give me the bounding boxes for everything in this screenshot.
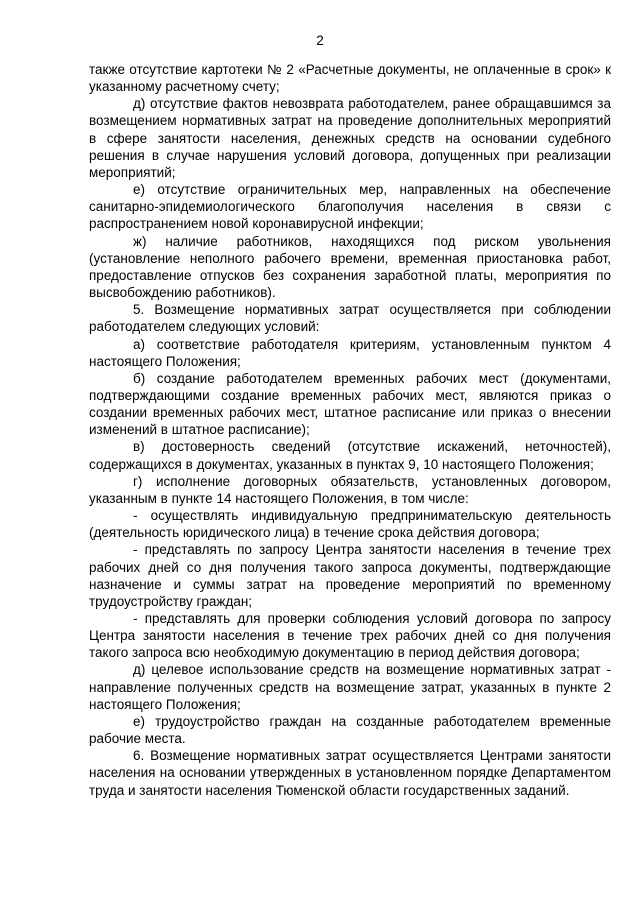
paragraph: 5. Возмещение нормативных затрат осуществляется при соблюдении работодателем следующих условий:: [89, 302, 611, 335]
document-body: [89, 61, 611, 799]
paragraph: - представлять для проверки соблюдения условий договора по запросу Центра занятости населения в течение трех рабочих дней со дня получения такого запроса всю необходимую документацию в период действия договора;: [89, 611, 611, 661]
paragraph: б) создание работодателем временных рабочих мест (документами, подтверждающими создание временных рабочих мест, являются приказ о создании временных рабочих мест, штатное расписание или приказ о внесении изменений в штатное расписание);: [89, 370, 611, 438]
paragraph: в) достоверность сведений (отсутствие искажений, неточностей), содержащихся в документах, указанных в пунктах 9, 10 настоящего Положения;: [89, 439, 611, 472]
paragraph: - осуществлять индивидуальную предпринимательскую деятельность (деятельность юридического лица) в течение срока действия договора;: [89, 508, 611, 541]
paragraph: д) отсутствие фактов невозврата работодателем, ранее обращавшимся за возмещением нормативных затрат на проведение дополнительных мероприятий в сфере занятости населения, денежных средств на основании судебного решения в случае нарушения условий договора, допущенных при реализации мероприятий;: [89, 96, 611, 180]
paragraph: г) исполнение договорных обязательств, установленных договором, указанным в пункте 14 настоящего Положения, в том числе:: [89, 473, 611, 506]
paragraph: ж) наличие работников, находящихся под риском увольнения (установление неполного рабочего времени, временная приостановка работ, предоставление отпусков без сохранения заработной платы, мероприятия по высвобождению работников).: [89, 233, 611, 301]
paragraph: е) трудоустройство граждан на созданные работодателем временные рабочие места.: [89, 713, 611, 747]
paragraph: е) отсутствие ограничительных мер, направленных на обеспечение санитарно-эпидемиологического благополучия населения в связи с распространением новой коронавирусной инфекции;: [89, 182, 611, 232]
page-number: 2: [316, 33, 324, 48]
paragraph: - представлять по запросу Центра занятости населения в течение трех рабочих дней со дня получения такого запроса документы, подтверждающие назначение и суммы затрат на проведение мероприятий по временному трудоустройству граждан;: [89, 542, 611, 609]
paragraph: также отсутствие картотеки № 2 «Расчетные документы, не оплаченные в срок» к указанному расчетному счету;: [89, 62, 611, 95]
paragraph: д) целевое использование средств на возмещение нормативных затрат - направление полученных средств на возмещение затрат, указанных в пункте 2 настоящего Положения;: [89, 662, 611, 712]
paragraph: 6. Возмещение нормативных затрат осуществляется Центрами занятости населения на основании утвержденных в установленном порядке Департаментом труда и занятости населения Тюменской области государственных заданий.: [89, 748, 611, 798]
paragraph: а) соответствие работодателя критериям, установленным пунктом 4 настоящего Положения;: [89, 336, 611, 369]
